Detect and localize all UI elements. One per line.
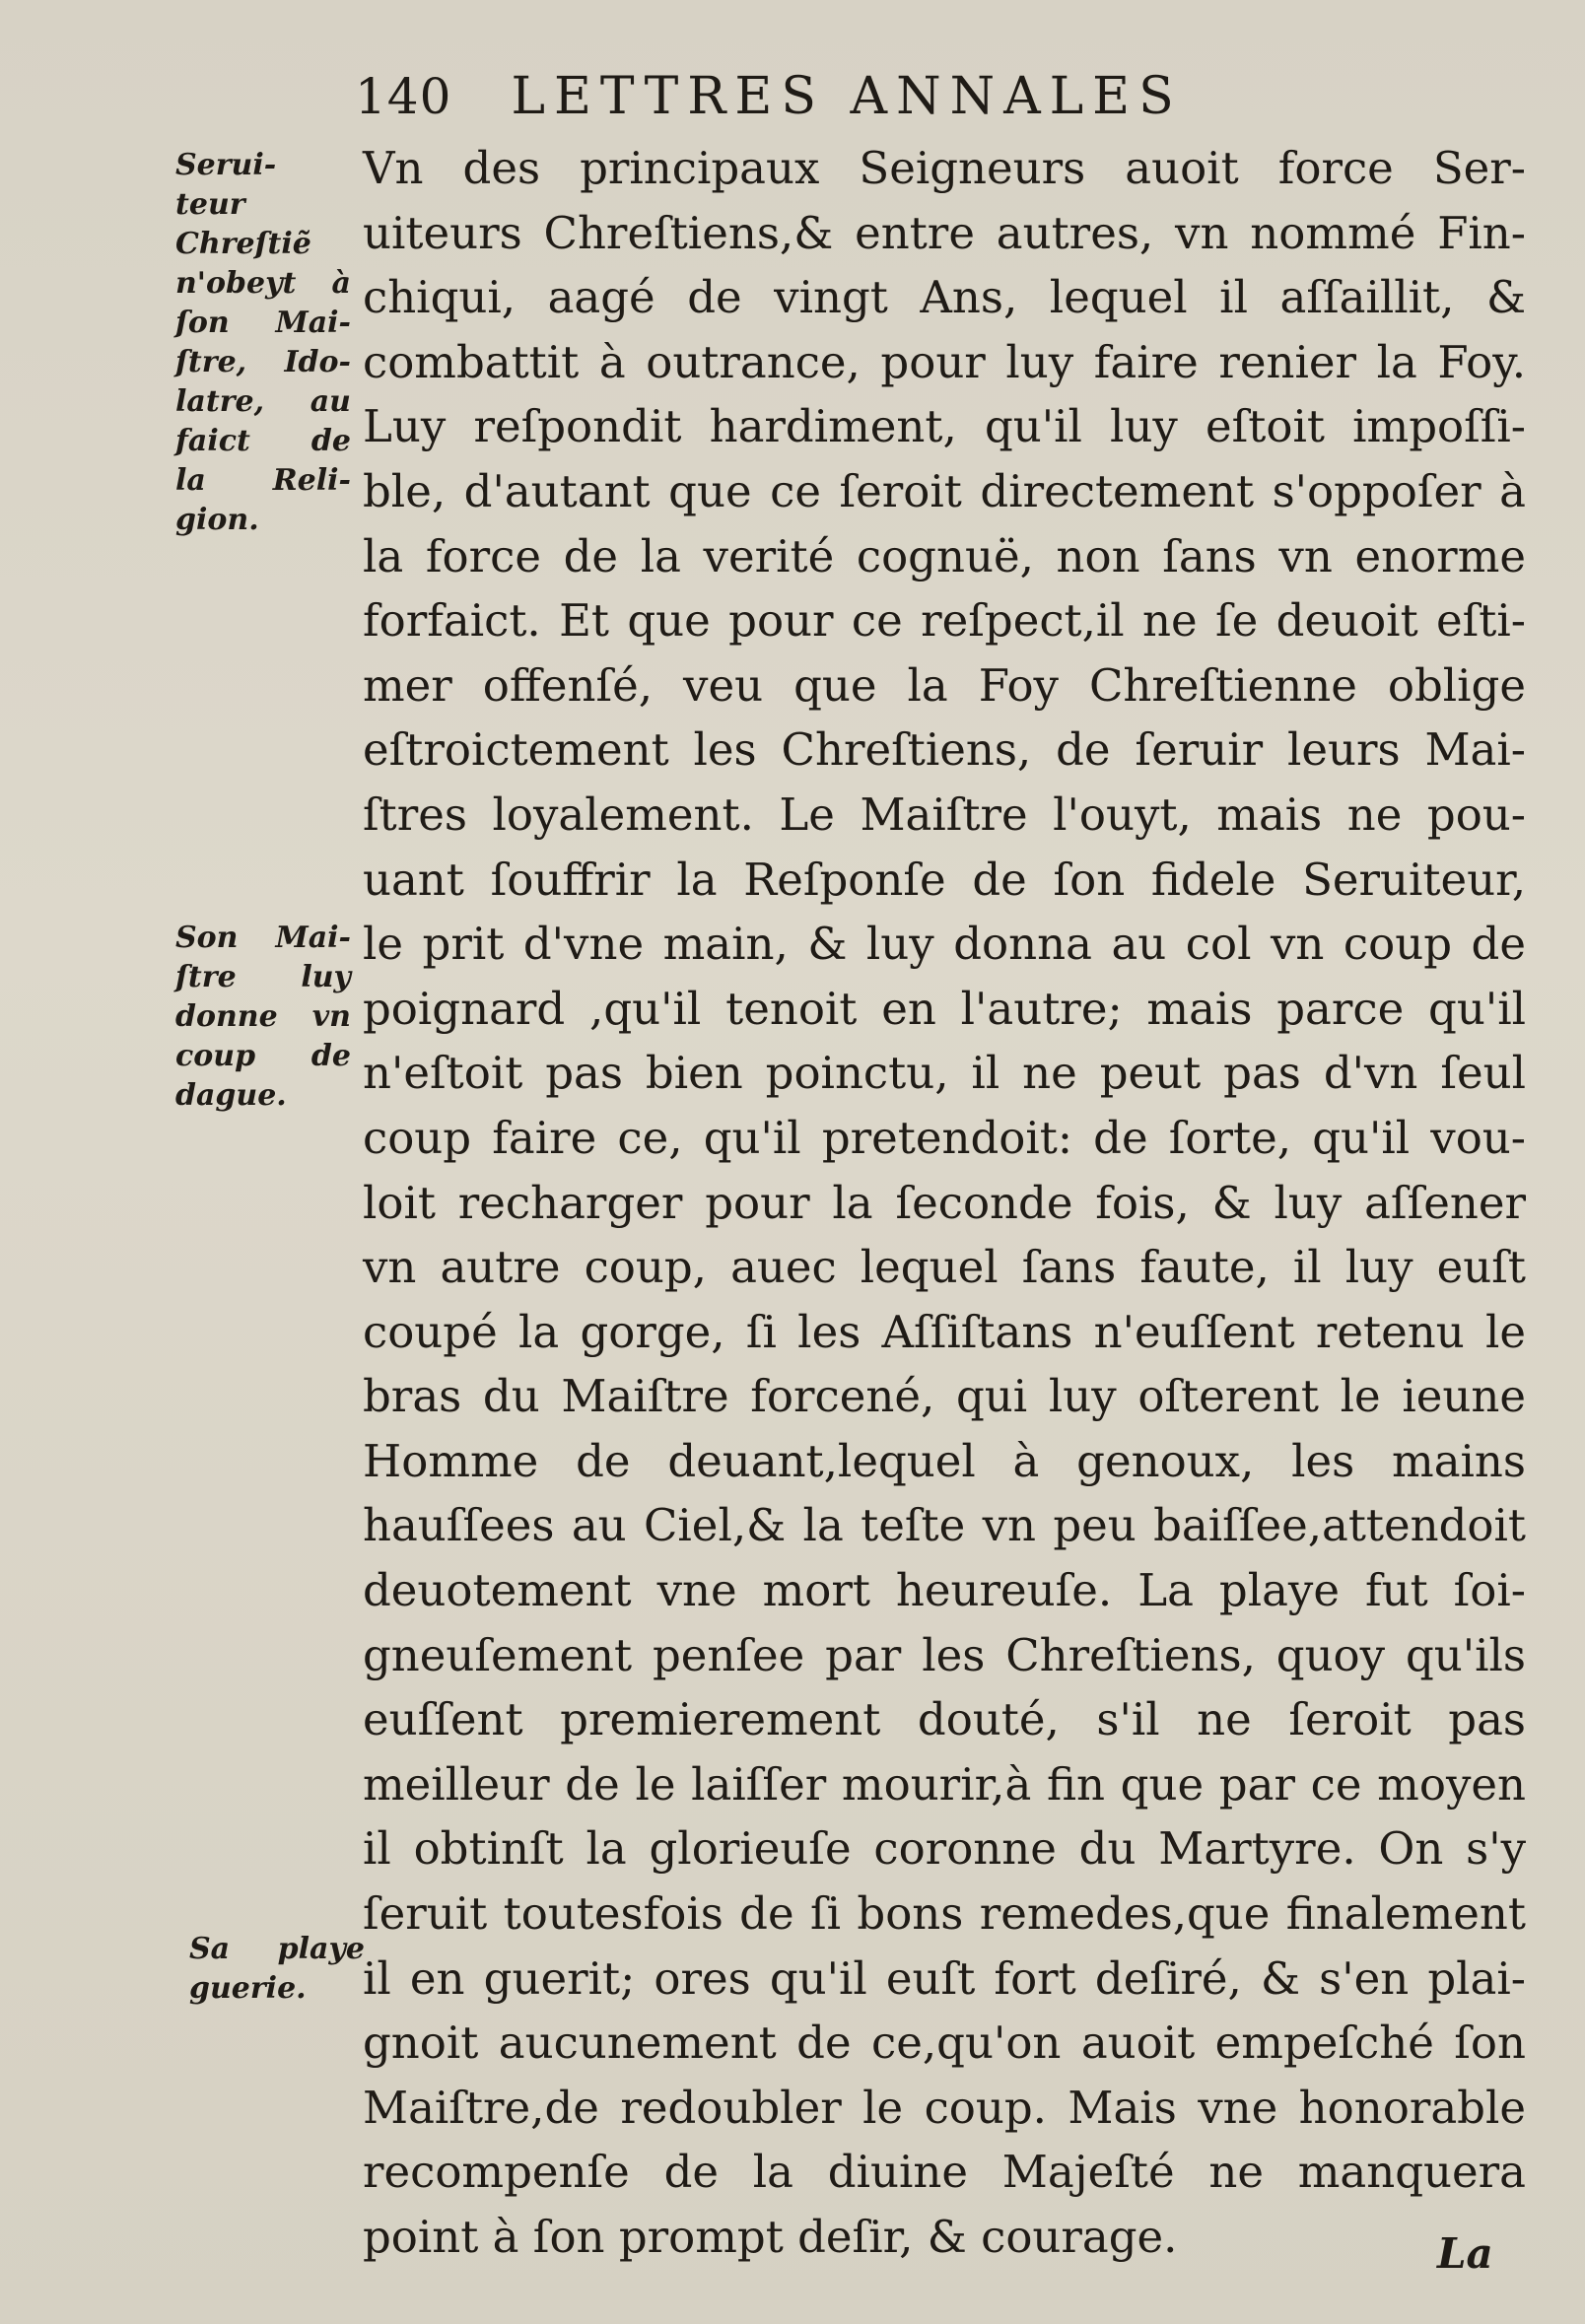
text-line: hauſſees au Ciel,& la teſte vn peu baiſſee,attendoit [363, 1499, 1526, 1552]
text-line: mer offenſé, veu que la Foy Chreſtienne oblige [363, 658, 1526, 712]
note-line: ſtre, Ido- [175, 345, 351, 379]
text-line: point à ſon prompt deſir, & courage. [363, 2211, 1178, 2263]
text-line: euſſent premierement douté, s'il ne ſeroit pas [363, 1693, 1526, 1746]
body-text [363, 136, 1526, 2270]
running-head [355, 67, 1341, 136]
note-line: teur [175, 187, 245, 222]
text-line: coupé la gorge, ſi les Aſſiſtans n'euſſent retenu le [363, 1305, 1526, 1358]
text-line: uiteurs Chreſtiens,& entre autres, vn nommé Fin- [363, 206, 1526, 259]
margin-note-dagger [175, 919, 351, 1116]
note-line: latre, au [175, 384, 351, 419]
text-line: ſtres loyalement. Le Maiſtre l'ouyt, mais ne pou- [363, 787, 1526, 841]
text-line: loit recharger pour la ſeconde fois, & luy aſſener [363, 1176, 1526, 1229]
text-line: meilleur de le laiſſer mourir,à fin que par ce moyen [363, 1757, 1526, 1811]
text-line: il en guerit; ores qu'il euſt fort deſiré, & s'en plai- [363, 1951, 1526, 2005]
page-number: 140 [355, 68, 452, 125]
text-line: gneuſement penſee par les Chreſtiens, quoy qu'ils [363, 1628, 1526, 1681]
text-line: ſeruit toutesfois de ſi bons remedes,que finalement [363, 1887, 1526, 1941]
note-line: Son Mai- [175, 921, 351, 955]
text-line: recompenſe de la diuine Majeſté ne manquera [363, 2146, 1526, 2199]
text-line: eſtroictement les Chreſtiens, de ſeruir leurs Mai- [363, 723, 1526, 777]
note-line: guerie. [189, 1971, 307, 2006]
text-line: Luy reſpondit hardiment, qu'il luy eſtoit impoſſi- [363, 400, 1526, 453]
note-line: Chreſtiẽ [175, 227, 311, 261]
note-line: gion. [175, 503, 259, 537]
margin-note-servant [175, 146, 351, 540]
note-line: la Reli- [175, 463, 351, 498]
text-line: uant ſouffrir la Reſponſe de ſon fidele Seruiteur, [363, 853, 1526, 906]
running-title: LETTRES ANNALES [511, 67, 1183, 126]
text-line: poignard ,qu'il tenoit en l'autre; mais parce qu'il [363, 982, 1526, 1035]
note-line: coup de [175, 1039, 351, 1073]
note-line: dague. [175, 1078, 287, 1113]
text-line: Maiſtre,de redoubler le coup. Mais vne honorable [363, 2081, 1526, 2134]
text-line: le prit d'vne main, & luy donna au col vn coup de [363, 918, 1526, 971]
text-line: forfaict. Et que pour ce reſpect,il ne ſe deuoit eſti- [363, 594, 1526, 648]
note-line: faict de [175, 424, 351, 458]
text-line: combattit à outrance, pour luy faire renier la Foy. [363, 335, 1526, 388]
text-line: bras du Maiſtre forcené, qui luy oſterent le ieune [363, 1370, 1526, 1423]
text-line: vn autre coup, auec lequel ſans faute, il luy euſt [363, 1241, 1526, 1294]
text-line: deuotement vne mort heureuſe. La playe fut ſoi- [363, 1564, 1526, 1617]
text-line: n'eſtoit pas bien poinctu, il ne peut pas d'vn ſeul [363, 1047, 1526, 1100]
text-line: il obtinſt la glorieuſe coronne du Martyre. On s'y [363, 1822, 1526, 1876]
text-line: gnoit aucunement de ce,qu'on auoit empeſché ſon [363, 2016, 1526, 2070]
note-line: Serui- [175, 148, 277, 182]
note-line: donne vn [175, 999, 351, 1034]
note-line: Sa playe [189, 1932, 365, 1966]
text-line: coup faire ce, qu'il pretendoit: de ſorte, qu'il vou- [363, 1111, 1526, 1164]
text-line: Homme de deuant,lequel à genoux, les mains [363, 1434, 1526, 1487]
catchword: La [1437, 2229, 1493, 2278]
note-line: ſon Mai- [175, 306, 351, 340]
text-line: la force de la verité cognuë, non ſans vn enorme [363, 529, 1526, 582]
text-line: chiqui, aagé de vingt Ans, lequel il aſſaillit, & [363, 271, 1526, 324]
text-line: ble, d'autant que ce ſeroit directement s'oppoſer à [363, 464, 1526, 517]
text-line: Vn des principaux Seigneurs auoit force Ser- [363, 142, 1526, 194]
note-line: ſtre luy [175, 960, 351, 994]
note-line: n'obeyt à [175, 266, 351, 301]
margin-note-healed [189, 1930, 365, 2009]
